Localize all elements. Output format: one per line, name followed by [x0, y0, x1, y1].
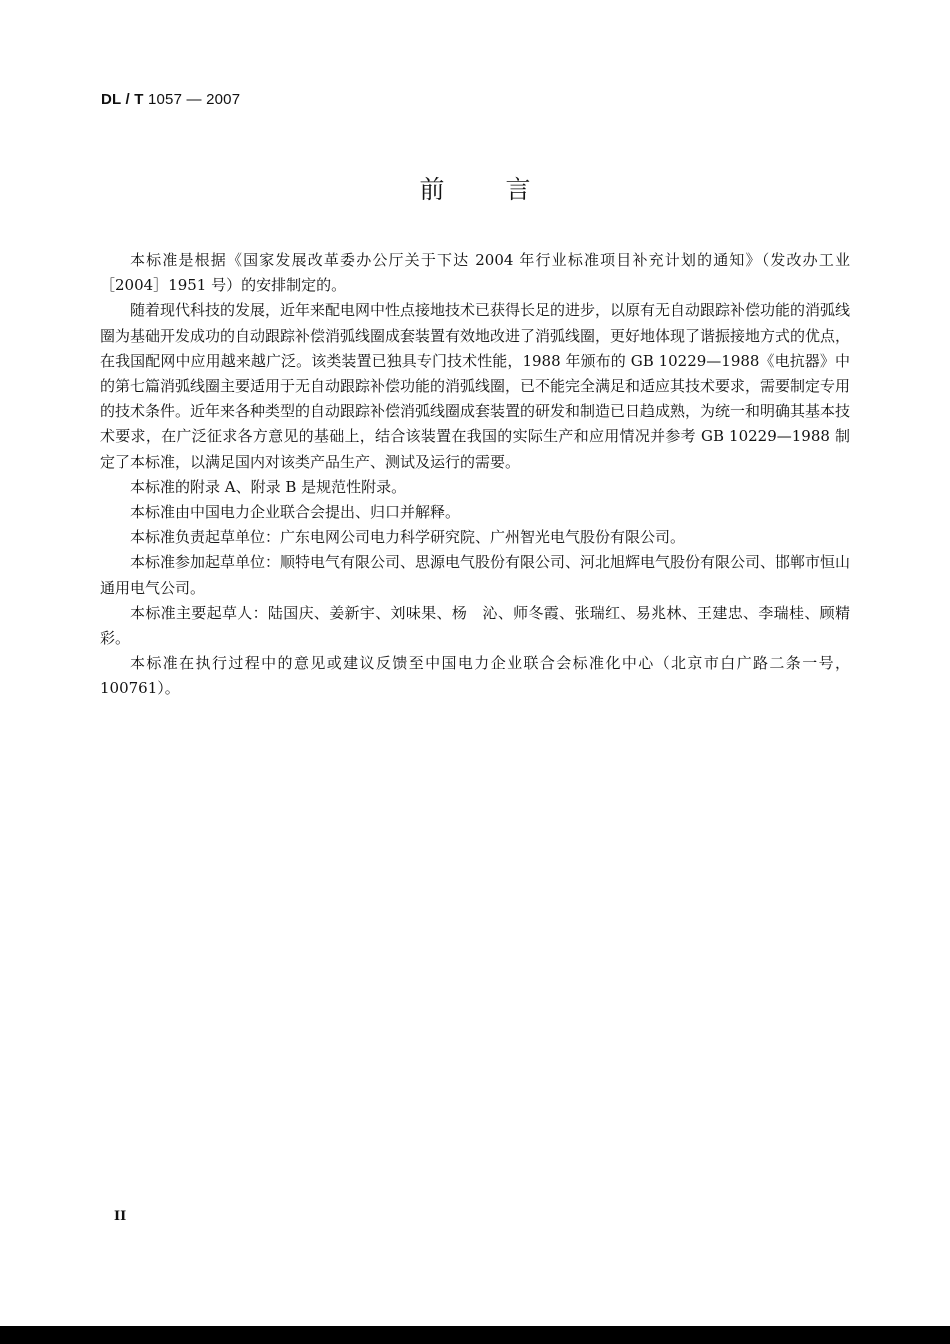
page-title-char-2: 言 — [505, 175, 531, 204]
paragraph: 本标准参加起草单位：顺特电气有限公司、思源电气股份有限公司、河北旭辉电气股份有限公司、邯郸市恒山通用电气公司。 — [100, 553, 851, 597]
standard-prefix: DL / T — [101, 91, 144, 108]
paragraph: 本标准在执行过程中的意见或建议反馈至中国电力企业联合会标准化中心（北京市白广路二条一号，100761）。 — [100, 654, 850, 698]
foreword-body — [100, 248, 850, 702]
paragraph: 本标准的附录 A、附录 B 是规范性附录。 — [130, 477, 407, 496]
paragraph: 随着现代科技的发展，近年来配电网中性点接地技术已获得长足的进步，以原有无自动跟踪补偿功能的消弧线圈为基础开发成功的自动跟踪补偿消弧线圈成套装置有效地改进了消弧线圈，更好地体现了谐振接地方式的优点，在我国配网中应用越来越广泛。该类装置已独具专门技术性能，1988 年颁布的 GB 10229—1988《电抗器》中的第七篇消弧线圈主要适用于无自动跟踪补偿功能的消弧线圈，已不能完全满足和适应其技术要求，需要制定专用的技术条件。近年来各种类型的自动跟踪补偿消弧线圈成套装置的研发和制造已日趋成熟，为统一和明确其基本技术要求，在广泛征求各方意见的基础上，结合该装置在我国的实际生产和应用情况并参考 GB 10229—1988 制定了本标准，以满足国内对该类产品生产、测试及运行的需要。 — [100, 301, 851, 471]
bottom-border — [0, 1326, 950, 1344]
page-title — [0, 170, 950, 206]
standard-code — [101, 91, 240, 108]
paragraph: 本标准由中国电力企业联合会提出、归口并解释。 — [130, 503, 461, 522]
page-number: II — [114, 1209, 127, 1224]
paragraph: 本标准是根据《国家发展改革委办公厅关于下达 2004 年行业标准项目补充计划的通知》（发改办工业［2004］1951 号）的安排制定的。 — [100, 251, 850, 295]
paragraph: 本标准负责起草单位：广东电网公司电力科学研究院、广州智光电气股份有限公司。 — [130, 528, 686, 547]
paragraph: 本标准主要起草人：陆国庆、姜新宇、刘味果、杨 沁、师冬霞、张瑞红、易兆林、王建忠、李瑞桂、顾精彩。 — [100, 603, 850, 648]
page-title-char-1: 前 — [419, 175, 445, 204]
standard-number: 1057 — 2007 — [147, 91, 241, 108]
